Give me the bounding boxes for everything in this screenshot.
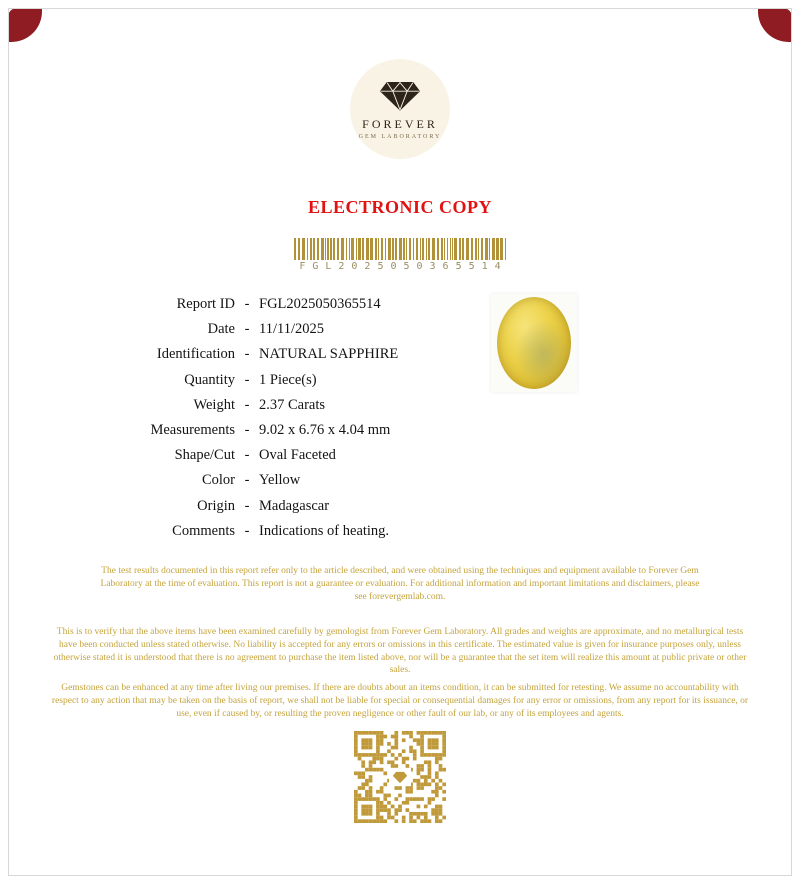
certificate-page — [8, 8, 792, 876]
logo-subtitle: GEM LABORATORY — [358, 133, 442, 140]
row-separator: - — [244, 522, 250, 539]
row-separator: - — [244, 321, 250, 338]
qr-code — [354, 731, 446, 823]
barcode-text: FGL2025050365514 — [299, 261, 508, 272]
row-separator: - — [244, 497, 250, 514]
table-row — [99, 519, 539, 544]
row-value: 11/11/2025 — [259, 321, 324, 338]
logo-name: FOREVER — [362, 116, 438, 131]
row-label: Identification — [156, 346, 235, 363]
row-separator: - — [244, 447, 250, 464]
row-separator: - — [244, 472, 250, 489]
row-label: Weight — [193, 396, 235, 413]
barcode — [270, 238, 530, 272]
corner-accent-top-left — [8, 8, 42, 42]
row-label: Shape/Cut — [174, 447, 235, 464]
row-value: 2.37 Carats — [259, 396, 326, 413]
row-separator: - — [244, 296, 250, 312]
report-section — [9, 292, 791, 544]
row-label: Quantity — [184, 371, 235, 388]
row-label: Measurements — [150, 422, 235, 439]
lab-logo — [350, 59, 450, 159]
gemstone-photo — [491, 294, 577, 392]
disclaimer-enhancement: Gemstones can be enhanced at any time after living our premises. If there are doubts about an items condition, it can be submitted for retesting. We assume no accountability with respect to any action that may be taken on the basis of report, we shall not be liable for special or consequential damages for any error or omissions, from any report for its issuance, or use, even if caused by, or resulting the proven negligence or other fault of our lab, or any of its employees and agents. — [51, 683, 749, 720]
table-row — [99, 468, 539, 493]
corner-accent-top-right — [758, 8, 792, 42]
report-table — [99, 292, 539, 544]
row-value: 1 Piece(s) — [259, 371, 317, 388]
row-label: Date — [207, 321, 235, 338]
row-label: Color — [201, 472, 235, 489]
row-value: Oval Faceted — [259, 447, 336, 464]
row-separator: - — [244, 396, 250, 413]
table-row — [99, 317, 539, 342]
qr-center-logo — [389, 768, 411, 786]
table-row — [99, 368, 539, 393]
table-row — [99, 418, 539, 443]
row-value: Yellow — [259, 472, 301, 489]
table-row — [99, 292, 539, 317]
row-value: FGL2025050365514 — [259, 296, 381, 312]
qr-diamond-icon — [392, 771, 408, 784]
table-row — [99, 393, 539, 418]
diamond-icon — [378, 79, 422, 112]
row-separator: - — [244, 346, 250, 363]
barcode-bars — [270, 238, 530, 260]
row-value: 9.02 x 6.76 x 4.04 mm — [259, 422, 391, 439]
row-value: Indications of heating. — [259, 522, 390, 539]
table-row — [99, 342, 539, 367]
row-value: Madagascar — [259, 497, 330, 514]
disclaimer-test-results: The test results documented in this report refer only to the article described, and were obtained using the techniques and equipment available to Forever Gem Laboratory at the time of evaluation. This report is not a guarantee or evaluation. For additional information and important limitations and disclaimers, please see forevergemlab.com. — [100, 566, 700, 602]
gemstone-image — [497, 297, 571, 389]
row-separator: - — [244, 371, 250, 388]
electronic-copy-title: ELECTRONIC COPY — [307, 197, 493, 217]
row-label: Origin — [197, 497, 235, 514]
disclaimer-verification: This is to verify that the above items have been examined carefully by gemologist from Forever Gem Laboratory. All grades and weights are approximate, and no metallurgical tests have been conducted unless stated otherwise. No liability is accepted for any errors or omissions in this certificate. The estimated value is given for insurance purposes only, unless otherwise stated it is understood that there is no agreement to purchase the item listed above, nor will be a guarantee that the set item will realize this amount at public private or other sales. — [53, 626, 747, 676]
table-row — [99, 443, 539, 468]
row-value: NATURAL SAPPHIRE — [259, 346, 399, 363]
row-separator: - — [244, 422, 250, 439]
table-row — [99, 494, 539, 519]
row-label: Comments — [172, 522, 235, 539]
row-label: Report ID — [176, 296, 235, 312]
